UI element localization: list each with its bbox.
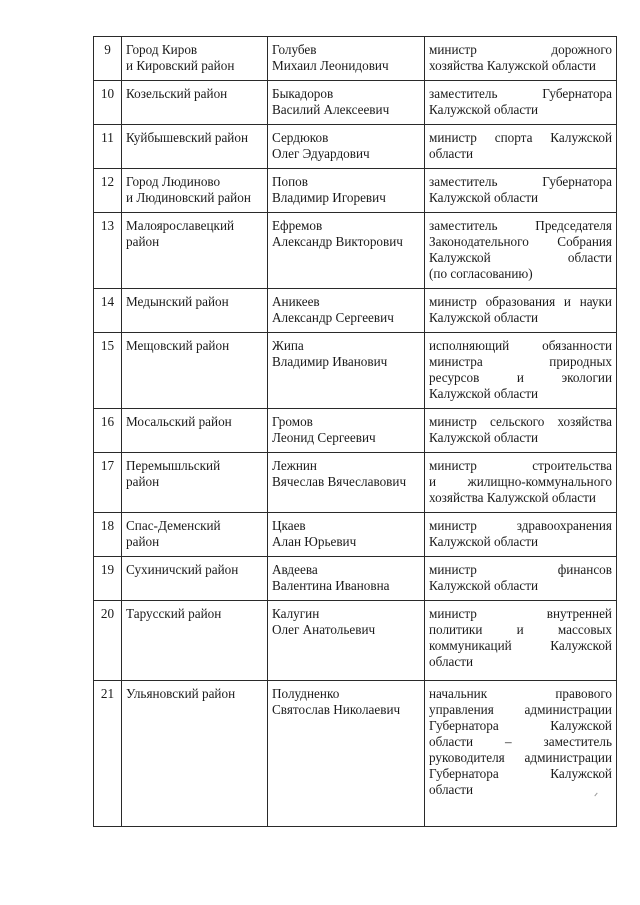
appointments-table bbox=[93, 36, 617, 827]
role-line: Законодательного Собрания bbox=[429, 234, 612, 249]
table-row bbox=[94, 513, 617, 557]
table-row bbox=[94, 601, 617, 681]
person-cell bbox=[268, 125, 425, 169]
table-row bbox=[94, 213, 617, 289]
person-line: Валентина Ивановна bbox=[272, 578, 390, 593]
person-line: Святослав Николаевич bbox=[272, 702, 401, 717]
person-line: Быкадоров bbox=[272, 86, 334, 101]
role-cell bbox=[425, 333, 617, 409]
person-cell bbox=[268, 213, 425, 289]
person-line: Александр Сергеевич bbox=[272, 310, 394, 325]
district-line: и Кировский район bbox=[126, 58, 235, 73]
table-body bbox=[94, 37, 617, 827]
row-number: 13 bbox=[94, 213, 122, 289]
district-line: Город Людиново bbox=[126, 174, 221, 189]
role-line: Калужской области bbox=[429, 430, 539, 445]
role-line: области bbox=[429, 654, 474, 669]
role-line: политики и массовых bbox=[429, 622, 612, 637]
district-line: Мещовский район bbox=[126, 338, 230, 353]
person-cell bbox=[268, 169, 425, 213]
district-line: Тарусский район bbox=[126, 606, 222, 621]
person-line: Полудненко bbox=[272, 686, 340, 701]
person-line: Михаил Леонидович bbox=[272, 58, 389, 73]
row-number: 12 bbox=[94, 169, 122, 213]
role-line: управления администрации bbox=[429, 702, 612, 717]
row-number: 19 bbox=[94, 557, 122, 601]
role-line: и жилищно-коммунального bbox=[429, 474, 612, 489]
role-line: министра природных bbox=[429, 354, 612, 369]
person-line: Калугин bbox=[272, 606, 320, 621]
row-number: 17 bbox=[94, 453, 122, 513]
row-number: 18 bbox=[94, 513, 122, 557]
role-line: Калужской области bbox=[429, 310, 539, 325]
district-line: район bbox=[126, 474, 160, 489]
district-line: район bbox=[126, 534, 160, 549]
district-cell bbox=[122, 37, 268, 81]
district-line: Мосальский район bbox=[126, 414, 232, 429]
row-number: 21 bbox=[94, 681, 122, 827]
person-cell bbox=[268, 557, 425, 601]
person-cell bbox=[268, 601, 425, 681]
person-line: Олег Эдуардович bbox=[272, 146, 370, 161]
district-line: Ульяновский район bbox=[126, 686, 236, 701]
table-row bbox=[94, 169, 617, 213]
role-line: министр внутренней bbox=[429, 606, 612, 621]
person-line: Авдеева bbox=[272, 562, 318, 577]
role-line: Калужской области bbox=[429, 534, 539, 549]
role-line: Калужской области bbox=[429, 250, 612, 265]
person-cell bbox=[268, 409, 425, 453]
table-row bbox=[94, 409, 617, 453]
role-line: министр дорожного bbox=[429, 42, 612, 57]
district-line: Перемышльский bbox=[126, 458, 221, 473]
table-row bbox=[94, 125, 617, 169]
district-cell bbox=[122, 81, 268, 125]
row-number: 11 bbox=[94, 125, 122, 169]
person-line: Олег Анатольевич bbox=[272, 622, 376, 637]
role-line: руководителя администрации bbox=[429, 750, 612, 765]
table-row bbox=[94, 37, 617, 81]
role-line: Губернатора Калужской bbox=[429, 766, 612, 781]
role-cell bbox=[425, 681, 617, 827]
role-line: министр строительства bbox=[429, 458, 612, 473]
district-line: и Людиновский район bbox=[126, 190, 251, 205]
role-line: области – заместитель bbox=[429, 734, 612, 749]
role-line: исполняющий обязанности bbox=[429, 338, 612, 353]
role-line: Губернатора Калужской bbox=[429, 718, 612, 733]
person-cell bbox=[268, 81, 425, 125]
role-line: Калужской области bbox=[429, 386, 539, 401]
person-line: Попов bbox=[272, 174, 308, 189]
role-line: начальник правового bbox=[429, 686, 612, 701]
district-cell bbox=[122, 513, 268, 557]
district-cell bbox=[122, 333, 268, 409]
role-line: ресурсов и экологии bbox=[429, 370, 612, 385]
district-line: Малоярославецкий bbox=[126, 218, 235, 233]
row-number: 10 bbox=[94, 81, 122, 125]
person-line: Владимир Игоревич bbox=[272, 190, 386, 205]
role-cell bbox=[425, 125, 617, 169]
role-cell bbox=[425, 513, 617, 557]
district-line: Козельский район bbox=[126, 86, 228, 101]
role-cell bbox=[425, 169, 617, 213]
role-cell bbox=[425, 81, 617, 125]
role-line: министр сельского хозяйства bbox=[429, 414, 612, 429]
district-line: Сухиничский район bbox=[126, 562, 239, 577]
table-row bbox=[94, 289, 617, 333]
role-cell bbox=[425, 289, 617, 333]
table-row bbox=[94, 681, 617, 827]
person-line: Сердюков bbox=[272, 130, 329, 145]
person-line: Голубев bbox=[272, 42, 317, 57]
district-cell bbox=[122, 681, 268, 827]
district-line: Медынский район bbox=[126, 294, 229, 309]
role-line: заместитель Губернатора bbox=[429, 86, 612, 101]
row-number: 9 bbox=[94, 37, 122, 81]
person-cell bbox=[268, 333, 425, 409]
role-line: Калужской области bbox=[429, 578, 539, 593]
person-cell bbox=[268, 289, 425, 333]
role-cell bbox=[425, 409, 617, 453]
person-line: Владимир Иванович bbox=[272, 354, 388, 369]
role-line: хозяйства Калужской области bbox=[429, 490, 596, 505]
role-line: хозяйства Калужской области bbox=[429, 58, 596, 73]
person-cell bbox=[268, 37, 425, 81]
role-line: министр финансов bbox=[429, 562, 612, 577]
role-cell bbox=[425, 557, 617, 601]
person-line: Леонид Сергеевич bbox=[272, 430, 376, 445]
person-line: Ефремов bbox=[272, 218, 323, 233]
table-row bbox=[94, 333, 617, 409]
role-line: заместитель Губернатора bbox=[429, 174, 612, 189]
row-number: 16 bbox=[94, 409, 122, 453]
role-line: коммуникаций Калужской bbox=[429, 638, 612, 653]
person-line: Аникеев bbox=[272, 294, 320, 309]
district-line: Город Киров bbox=[126, 42, 198, 57]
table-row bbox=[94, 81, 617, 125]
role-line: министр здравоохранения bbox=[429, 518, 612, 533]
role-cell bbox=[425, 37, 617, 81]
role-cell bbox=[425, 601, 617, 681]
person-line: Вячеслав Вячеславович bbox=[272, 474, 407, 489]
district-cell bbox=[122, 213, 268, 289]
person-line: Жипа bbox=[272, 338, 304, 353]
table-row bbox=[94, 557, 617, 601]
district-cell bbox=[122, 601, 268, 681]
person-line: Александр Викторович bbox=[272, 234, 403, 249]
district-line: район bbox=[126, 234, 160, 249]
person-line: Громов bbox=[272, 414, 313, 429]
role-line: (по согласованию) bbox=[429, 266, 533, 281]
district-cell bbox=[122, 453, 268, 513]
row-number: 20 bbox=[94, 601, 122, 681]
person-cell bbox=[268, 453, 425, 513]
row-number: 14 bbox=[94, 289, 122, 333]
district-cell bbox=[122, 125, 268, 169]
role-cell bbox=[425, 453, 617, 513]
district-cell bbox=[122, 289, 268, 333]
table-row bbox=[94, 453, 617, 513]
role-cell bbox=[425, 213, 617, 289]
district-line: Спас-Деменский bbox=[126, 518, 221, 533]
person-line: Алан Юрьевич bbox=[272, 534, 357, 549]
role-line: Калужской области bbox=[429, 102, 539, 117]
person-cell bbox=[268, 513, 425, 557]
district-cell bbox=[122, 169, 268, 213]
role-line: области bbox=[429, 782, 474, 797]
role-line: заместитель Председателя bbox=[429, 218, 612, 233]
person-line: Василий Алексеевич bbox=[272, 102, 390, 117]
person-line: Лежнин bbox=[272, 458, 317, 473]
role-line: министр образования и науки bbox=[429, 294, 612, 309]
person-cell bbox=[268, 681, 425, 827]
person-line: Цкаев bbox=[272, 518, 306, 533]
role-line: министр спорта Калужской bbox=[429, 130, 612, 145]
district-cell bbox=[122, 557, 268, 601]
role-line: Калужской области bbox=[429, 190, 539, 205]
row-number: 15 bbox=[94, 333, 122, 409]
district-cell bbox=[122, 409, 268, 453]
role-line: области bbox=[429, 146, 474, 161]
district-line: Куйбышевский район bbox=[126, 130, 249, 145]
